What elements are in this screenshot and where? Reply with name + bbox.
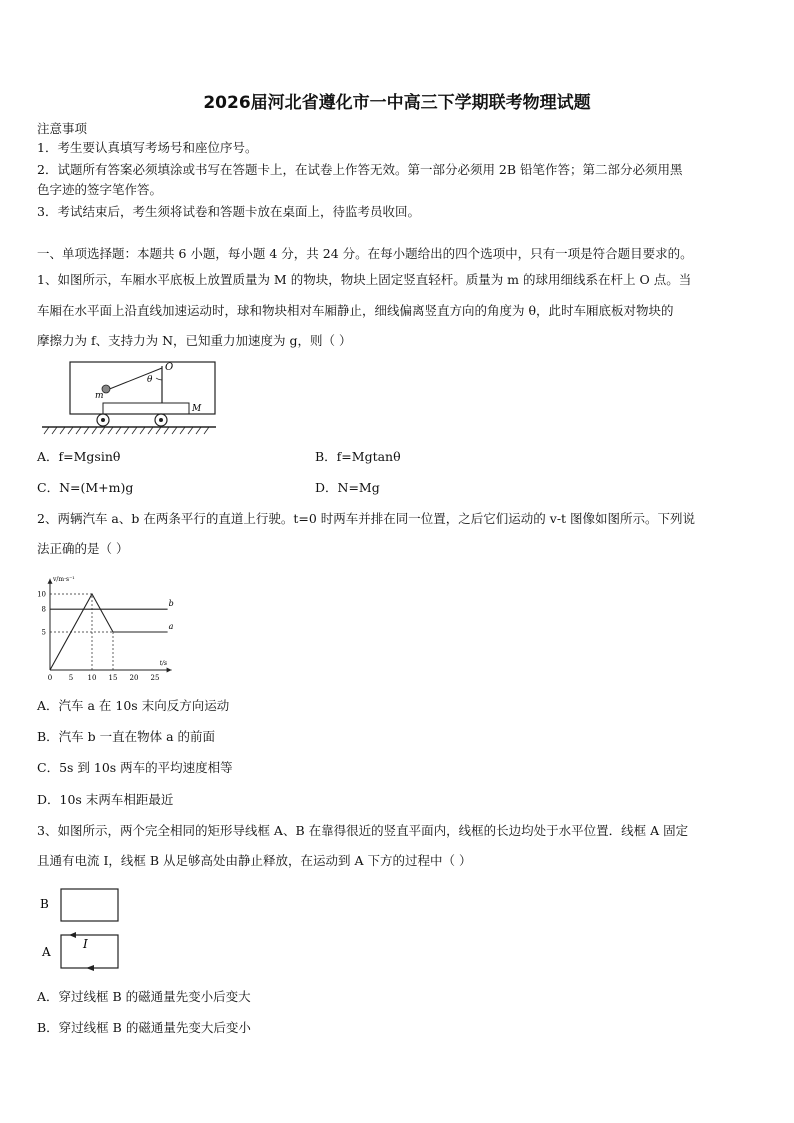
q3-option-a: A．穿过线框 B 的磁通量先变小后变大 [37, 989, 251, 1004]
q2-line-1: 2、两辆汽车 a、b 在两条平行的直道上行驶。t=0 时两车并排在同一位置，之后它们运动的 v-t 图像如图所示。下列说 [37, 511, 696, 526]
q1-line-3: 摩擦力为 f、支持力为 N，已知重力加速度为 g，则（ ） [37, 333, 352, 348]
label-M: M [192, 404, 202, 414]
q2-line-2: 法正确的是（ ） [37, 541, 129, 556]
q1-line-1: 1、如图所示，车厢水平底板上放置质量为 M 的物块，物块上固定竖直轻杆。质量为 m 的球用细线系在杆上 O 点。当 [37, 272, 692, 287]
series-label-a: a [168, 622, 174, 631]
notice-item-2: 2．试题所有答案必须填涂或书写在答题卡上，在试卷上作答无效。第一部分必须用 2B 铅笔作答；第二部分必须用黑 [37, 162, 683, 177]
section-heading: 一、单项选择题：本题共 6 小题，每小题 4 分，共 24 分。在每小题给出的四个选项中，只有一项是符合题目要求的。 [37, 246, 693, 261]
notice-item-2-cont: 色字迹的签字笔作答。 [37, 182, 163, 197]
x-tick-label: 0 [47, 674, 53, 682]
x-tick-label: 15 [108, 674, 118, 682]
q3-coil-figure [36, 884, 126, 974]
q3-line-1: 3、如图所示，两个完全相同的矩形导线框 A、B 在靠得很近的竖直平面内，线框的长边均处于水平位置．线框 A 固定 [37, 823, 689, 838]
q3-option-b: B．穿过线框 B 的磁通量先变大后变小 [37, 1020, 251, 1035]
q2-option-a: A．汽车 a 在 10s 末向反方向运动 [37, 698, 230, 713]
label-theta: θ [147, 375, 153, 385]
page-title: 2026届河北省遵化市一中高三下学期联考物理试题 [203, 93, 591, 113]
y-tick-label: 5 [41, 628, 46, 637]
label-I: I [83, 937, 88, 951]
q2-option-c: C．5s 到 10s 两车的平均速度相等 [37, 760, 233, 775]
label-O: O [165, 362, 174, 373]
notice-item-1: 1．考生要认真填写考场号和座位序号。 [37, 140, 258, 155]
label-m: m [95, 391, 104, 401]
q2-option-b: B．汽车 b 一直在物体 a 的前面 [37, 729, 216, 744]
x-tick-label: 5 [68, 674, 74, 682]
y-tick-label: 8 [41, 605, 46, 614]
y-tick-label: 10 [37, 590, 46, 599]
q1-option-a: A．f=Mgsinθ [37, 449, 121, 464]
x-tick-label: 10 [87, 674, 97, 682]
q1-option-d: D．N=Mg [315, 480, 380, 495]
q1-option-c: C．N=(M+m)g [37, 480, 134, 495]
q3-line-2: 且通有电流 I，线框 B 从足够高处由静止释放，在运动到 A 下方的过程中（ ） [37, 853, 472, 868]
x-axis-arrow [167, 668, 172, 673]
q1-cart-figure [40, 358, 220, 438]
q1-option-b: B．f=Mgtanθ [315, 449, 401, 464]
series-label-b: b [168, 599, 174, 609]
notice-heading: 注意事项 [37, 121, 88, 136]
label-A: A [42, 945, 51, 959]
vt-chart [28, 566, 198, 684]
y-axis-label: v/m·s⁻¹ [53, 575, 75, 583]
x-tick-label: 20 [129, 674, 139, 682]
x-tick-label: 25 [150, 674, 160, 682]
q2-option-d: D．10s 末两车相距最近 [37, 792, 174, 807]
x-axis-label: t/s [159, 660, 168, 667]
y-axis-arrow [48, 579, 53, 584]
notice-item-3: 3．考试结束后，考生须将试卷和答题卡放在桌面上，待监考员收回。 [37, 204, 420, 219]
label-B: B [40, 897, 49, 911]
q1-line-2: 车厢在水平面上沿直线加速运动时，球和物块相对车厢静止，细线偏离竖直方向的角度为 θ，此时车厢底板对物块的 [37, 303, 674, 318]
